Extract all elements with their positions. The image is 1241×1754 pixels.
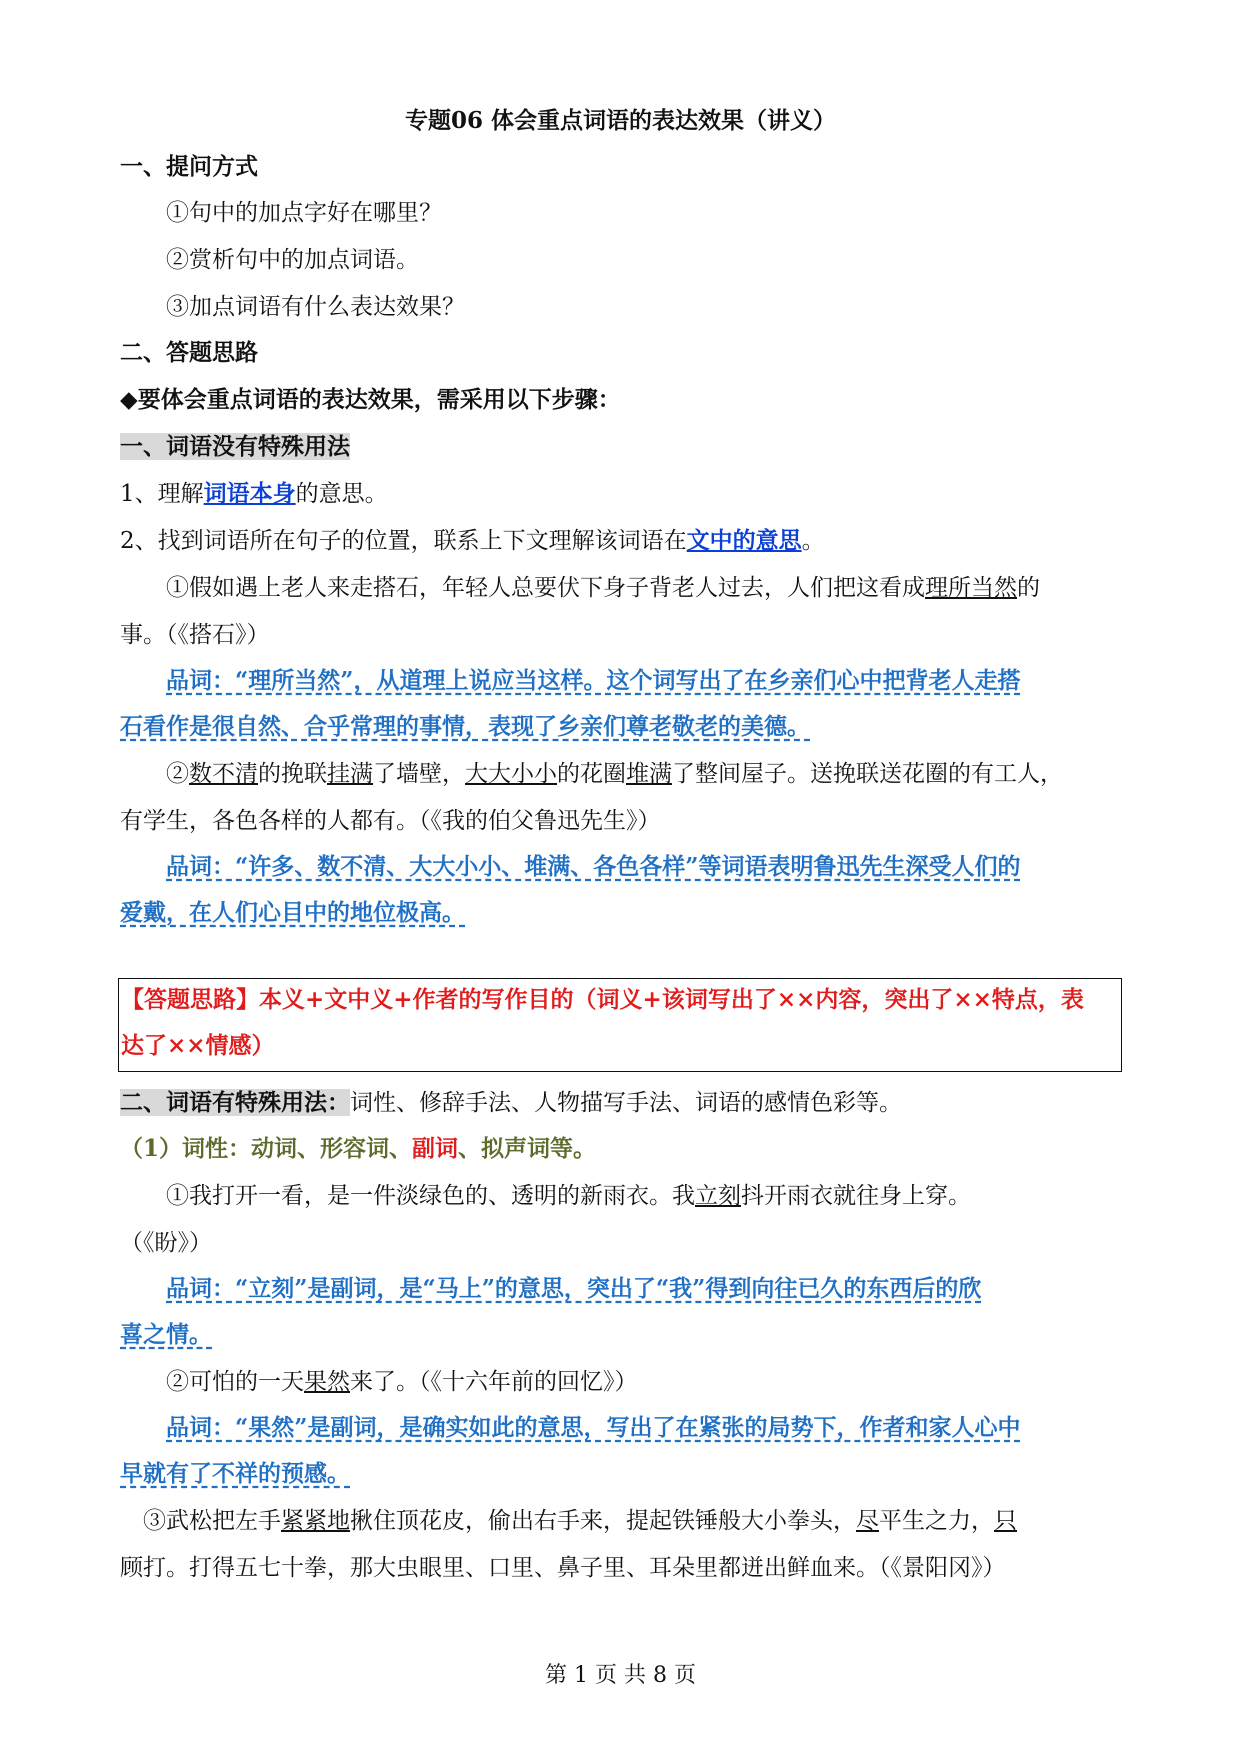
subheading-text: （1）词性：动词、形容词、 <box>120 1135 413 1162</box>
example-5-line-1 <box>143 1504 1017 1538</box>
section-heading-questions: 一、提问方式 <box>120 153 258 180</box>
example-3-analysis: 品词：“立刻”是副词，是“马上”的意思，突出了“我”得到向往已久的东西后的欣 <box>166 1275 982 1302</box>
example-2-analysis-cont: 爱戴，在人们心目中的地位极高。 <box>120 899 465 926</box>
step-2-text-end: 。 <box>801 528 825 554</box>
answer-approach-line-2: 达了××情感） <box>121 1032 275 1059</box>
part1-heading-line <box>120 430 350 464</box>
example-4-analysis-cont: 早就有了不祥的预感。 <box>120 1460 350 1487</box>
example-text: 了墙壁， <box>373 761 465 787</box>
example-text: ③武松把左手 <box>143 1508 281 1534</box>
example-text: ② <box>166 761 189 787</box>
example-text: 的挽联 <box>258 761 327 787</box>
step-1-text-end: 的意思。 <box>295 481 388 507</box>
example-text: 的 <box>1017 575 1040 601</box>
example-2-line-1 <box>166 757 1063 791</box>
example-text: 了整间屋子。送挽联送花圈的有工人， <box>672 761 1063 787</box>
part2-heading-line <box>120 1086 902 1120</box>
example-text: ①假如遇上老人来走搭石，年轻人总要伏下身子背老人过去，人们把这看成 <box>166 575 925 601</box>
underlined-word: 数不清 <box>189 761 258 787</box>
subheading-part-of-speech <box>120 1132 596 1166</box>
example-text: 来了。（《十六年前的回忆》） <box>350 1369 638 1395</box>
approach-intro: ◆要体会重点词语的表达效果，需采用以下步骤： <box>120 386 621 413</box>
step-1-text: 1、理解 <box>120 481 204 507</box>
subheading-text-end: 、拟声词等。 <box>458 1135 597 1162</box>
example-text: ①我打开一看，是一件淡绿色的、透明的新雨衣。我 <box>166 1183 695 1209</box>
underlined-word: 尽 <box>856 1508 879 1534</box>
example-1-analysis: 品词：“理所当然”，从道理上说应当这样。这个词写出了在乡亲们心中把背老人走搭 <box>166 667 1021 694</box>
step-2 <box>120 524 825 558</box>
example-2-line-2: 有学生，各色各样的人都有。（《我的伯父鲁迅先生》） <box>120 808 661 834</box>
part2-heading: 二、词语有特殊用法： <box>120 1089 350 1116</box>
subheading-highlight: 副词 <box>412 1135 459 1162</box>
step-1 <box>120 477 388 511</box>
example-2-analysis: 品词：“许多、数不清、大大小小、堆满、各色各样”等词语表明鲁迅先生深受人们的 <box>166 853 1021 880</box>
answer-approach-line-1: 【答题思路】本义+文中义+作者的写作目的（词义+该词写出了××内容，突出了××特点，表 <box>121 986 1084 1013</box>
example-1-line-2: 事。（《搭石》） <box>120 622 270 648</box>
answer-approach-box <box>118 978 1122 1072</box>
underlined-word: 果然 <box>304 1369 350 1395</box>
example-3-analysis-cont: 喜之情。 <box>120 1321 212 1348</box>
page-footer: 第 1 页 共 8 页 <box>545 1663 696 1688</box>
example-4-line-1 <box>166 1365 638 1399</box>
underlined-word: 挂满 <box>327 761 373 787</box>
example-text: ②可怕的一天 <box>166 1369 304 1395</box>
section-heading-approach: 二、答题思路 <box>120 339 258 366</box>
example-4-analysis: 品词：“果然”是副词，是确实如此的意思，写出了在紧张的局势下，作者和家人心中 <box>166 1414 1021 1441</box>
example-text: 揪住顶花皮，偷出右手来，提起铁锤般大小拳头， <box>350 1508 856 1534</box>
part1-heading: 一、词语没有特殊用法 <box>120 433 350 460</box>
example-5-line-2: 顾打。打得五七十拳，那大虫眼里、口里、鼻子里、耳朵里都迸出鲜血来。（《景阳冈》） <box>120 1555 1006 1581</box>
step-1-keyword: 词语本身 <box>203 480 296 507</box>
example-1-line-1 <box>166 571 1040 605</box>
step-2-text: 2、找到词语所在句子的位置，联系上下文理解该词语在 <box>120 528 687 554</box>
underlined-word: 紧紧地 <box>281 1508 350 1534</box>
example-text: 平生之力， <box>879 1508 994 1534</box>
question-item: ②赏析句中的加点词语。 <box>166 247 419 273</box>
page-title: 专题06 体会重点词语的表达效果（讲义） <box>404 107 836 134</box>
example-3-line-2: （《盼》） <box>120 1230 212 1256</box>
underlined-word: 理所当然 <box>925 575 1017 601</box>
underlined-word: 堆满 <box>626 761 672 787</box>
underlined-word: 立刻 <box>695 1183 741 1209</box>
example-text: 的花圈 <box>557 761 626 787</box>
question-item: ③加点词语有什么表达效果？ <box>166 294 465 320</box>
part2-heading-rest: 词性、修辞手法、人物描写手法、词语的感情色彩等。 <box>350 1090 902 1116</box>
question-item: ①句中的加点字好在哪里？ <box>166 200 442 226</box>
underlined-word: 大大小小 <box>465 761 557 787</box>
example-text: 抖开雨衣就往身上穿。 <box>741 1183 971 1209</box>
example-3-line-1 <box>166 1179 971 1213</box>
example-1-analysis-cont: 石看作是很自然、合乎常理的事情，表现了乡亲们尊老敬老的美德。 <box>120 713 810 740</box>
underlined-word: 只 <box>994 1508 1017 1534</box>
step-2-keyword: 文中的意思 <box>686 527 802 554</box>
